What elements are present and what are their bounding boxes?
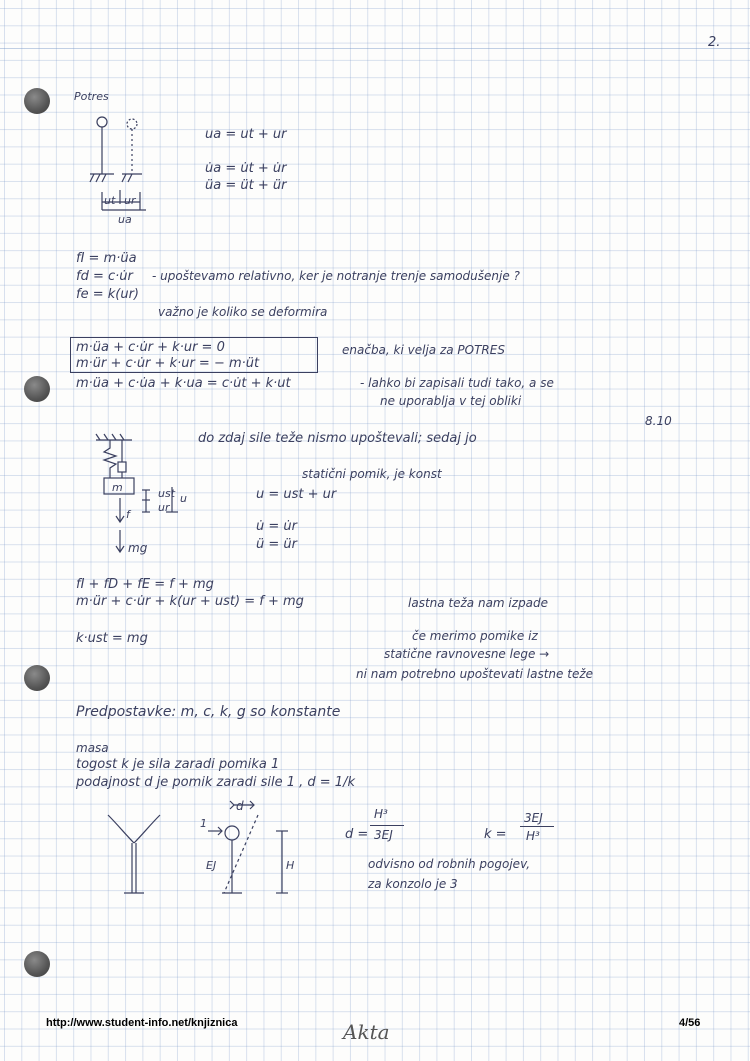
eq-u-total: u = ust + ur: [256, 487, 337, 502]
ust-label: ust: [158, 487, 176, 500]
eq-u-velocity: u̇ = u̇r: [256, 519, 297, 534]
balance-eq-2: m·ür + c·u̇r + k(ur + ust) = f + mg: [76, 594, 304, 609]
balance-eq-3: k·ust = mg: [76, 631, 148, 646]
gravity-ref: 8.10: [645, 414, 672, 428]
static-note: statični pomik, je konst: [302, 467, 442, 481]
mg-label: mg: [128, 541, 148, 555]
punch-hole: [24, 665, 50, 691]
stiffness-definition: togost k je sila zaradi pomika 1: [76, 757, 280, 772]
punch-hole: [24, 376, 50, 402]
motion-eq-2: m·ür + c·u̇r + k·ur = − m·üt: [76, 356, 260, 371]
eq-displacement: ua = ut + ur: [205, 127, 287, 142]
balance-note-3: statične ravnovesne lege →: [384, 647, 550, 661]
dependency-note-2: za konzolo je 3: [368, 877, 458, 891]
k-formula-num: 3EJ: [524, 811, 543, 825]
section-title: Potres: [74, 90, 109, 103]
k-formula-lhs: k =: [484, 827, 507, 842]
sketch-d-label: d: [236, 799, 244, 813]
sketch-one-label: 1: [200, 817, 207, 830]
d-formula-lhs: d =: [345, 827, 369, 842]
eq-fd: fd = c·u̇r: [76, 269, 133, 284]
punch-hole: [24, 951, 50, 977]
fd-note: - upoštevamo relativno, ker je notranje trenje samodušenje ?: [152, 269, 520, 283]
motion-eq-3: m·üa + c·u̇a + k·ua = c·u̇t + k·ut: [76, 376, 291, 391]
gravity-intro: do zdaj sile teže nismo upoštevali; sedaj jo: [198, 431, 477, 446]
d-fraction-bar: [370, 825, 404, 826]
footer-logo: Akta: [343, 1020, 390, 1044]
k-formula-den: H³: [526, 829, 540, 843]
motion-eq-note: enačba, ki velja za POTRES: [342, 343, 505, 357]
earthquake-frame-sketch: [88, 112, 168, 227]
label-ut: ut: [104, 194, 116, 207]
label-ua: ua: [118, 213, 132, 226]
eq-velocity: u̇a = u̇t + u̇r: [205, 161, 287, 176]
eq-u-acceleration: ü = ür: [256, 537, 297, 552]
eq-fi: fI = m·üa: [76, 251, 137, 266]
mass-label: m: [112, 481, 123, 494]
sketch-ej-label: EJ: [206, 859, 217, 872]
motion-eq-1: m·üa + c·u̇r + k·ur = 0: [76, 340, 225, 355]
balance-note-1: lastna teža nam izpade: [408, 596, 549, 610]
cantilever-sketches: [104, 795, 334, 900]
k-fraction-bar: [520, 826, 554, 827]
balance-note-4: ni nam potrebno upoštevati lastne teže: [356, 667, 594, 681]
assumptions-title: Predpostavke: m, c, k, g so konstante: [76, 704, 341, 720]
sketch-h-label: H: [286, 859, 295, 872]
punch-hole: [24, 88, 50, 114]
page-number: 2.: [708, 35, 721, 50]
label-ur: ur: [124, 194, 136, 207]
balance-eq-1: fI + fD + fE = f + mg: [76, 577, 214, 592]
ur-label: ur: [158, 501, 170, 514]
mass-word: masa: [76, 741, 109, 755]
force-label: f: [126, 508, 130, 521]
d-formula-den: 3EJ: [374, 828, 393, 842]
motion-eq-3-note-b: ne uporablja v tej obliki: [380, 394, 522, 408]
flexibility-definition: podajnost d je pomik zaradi sile 1 , d = 1/k: [76, 775, 355, 790]
motion-eq-3-note-a: - lahko bi zapisali tudi tako, a se: [360, 376, 554, 390]
dependency-note-1: odvisno od robnih pogojev,: [368, 857, 531, 871]
u-label: u: [180, 492, 187, 505]
balance-note-2: če merimo pomike iz: [412, 629, 538, 643]
d-formula-num: H³: [374, 807, 388, 821]
eq-fe: fe = k(ur): [76, 287, 139, 302]
fe-note: važno je koliko se deformira: [158, 305, 328, 319]
footer-page-count: 4/56: [679, 1017, 701, 1029]
footer-url[interactable]: http://www.student-info.net/knjiznica: [46, 1017, 238, 1029]
eq-acceleration: üa = üt + ür: [205, 178, 287, 193]
top-rule: [0, 48, 750, 49]
